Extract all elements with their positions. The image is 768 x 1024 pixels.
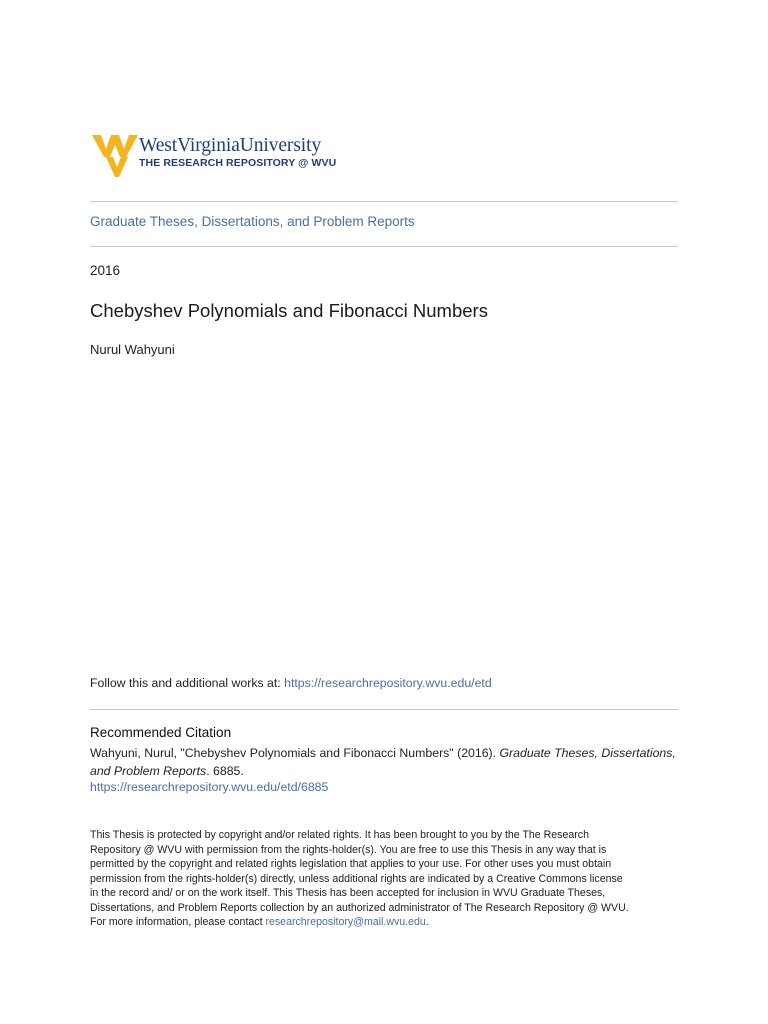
contact-prefix: For more information, please contact — [90, 916, 266, 928]
recommended-citation-heading: Recommended Citation — [90, 725, 232, 740]
author-name: Nurul Wahyuni — [90, 342, 175, 357]
notice-line: Repository @ WVU with permission from the rights-holder(s). You are free to use this Thesis in any way that is — [90, 843, 607, 856]
top-divider — [90, 201, 678, 202]
follow-link[interactable]: https://researchrepository.wvu.edu/etd — [284, 676, 492, 690]
document-title: Chebyshev Polynomials and Fibonacci Numbers — [90, 300, 488, 321]
logo-repository-name: THE RESEARCH REPOSITORY @ WVU — [139, 157, 337, 169]
notice-line-contact — [90, 915, 670, 930]
citation-link[interactable]: https://researchrepository.wvu.edu/etd/6885 — [90, 780, 329, 794]
flying-wv-icon — [92, 131, 138, 177]
publication-year: 2016 — [90, 263, 121, 278]
notice-line: permitted by the copyright and related rights legislation that applies to your use. For other uses you must obtain — [90, 858, 612, 870]
copyright-notice — [90, 828, 670, 930]
citation-number: . 6885. — [206, 764, 244, 778]
citation-text — [90, 744, 680, 780]
notice-line: permission from the rights-holder(s) directly, unless additional rights are indicated by a Creative Commons license — [90, 872, 623, 885]
contact-suffix: . — [425, 916, 429, 928]
wvu-logo[interactable] — [92, 131, 372, 179]
series-divider — [90, 246, 678, 247]
citation-main: Wahyuni, Nurul, "Chebyshev Polynomials and Fibonacci Numbers" (2016). — [90, 746, 500, 760]
series-link[interactable]: Graduate Theses, Dissertations, and Problem Reports — [90, 214, 415, 229]
notice-line: This Thesis is protected by copyright and/or related rights. It has been brought to you by the The Research — [90, 829, 589, 841]
logo-university-name: WestVirginiaUniversity — [139, 135, 322, 156]
follow-prefix: Follow this and additional works at: — [90, 676, 285, 690]
notice-line: Dissertations, and Problem Reports collection by an authorized administrator of The Research Repository @ WVU. — [90, 901, 629, 914]
citation-series: Graduate Theses, Dissertations, and Problem Reports — [90, 746, 676, 778]
citation-divider — [90, 709, 678, 710]
follow-line — [90, 676, 492, 690]
notice-line: in the record and/ or on the work itself. This Thesis has been accepted for inclusion in WVU Graduate Theses, — [90, 887, 606, 899]
contact-email-link[interactable]: researchrepository@mail.wvu.edu — [265, 916, 426, 928]
